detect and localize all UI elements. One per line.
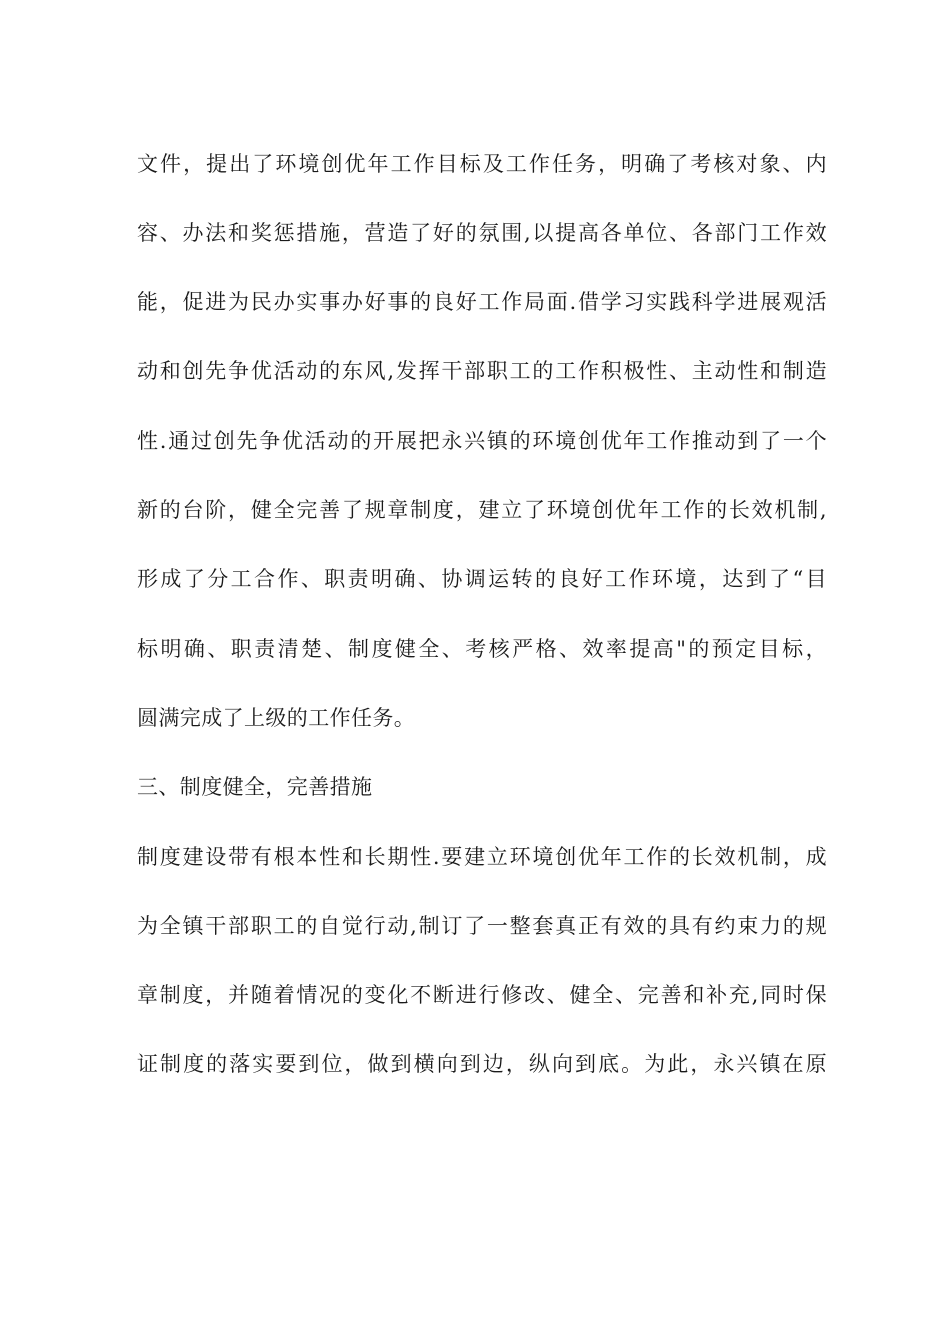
paragraph-line: 形成了分工合作、职责明确、协调运转的良好工作环境，达到了“目 bbox=[137, 567, 827, 591]
paragraph-line: 文件，提出了环境创优年工作目标及工作任务，明确了考核对象、内 bbox=[137, 152, 827, 176]
paragraph-line: 性.通过创先争优活动的开展把永兴镇的环境创优年工作推动到了一个 bbox=[137, 429, 827, 453]
paragraph-line: 章制度，并随着情况的变化不断进行修改、健全、完善和补充,同时保 bbox=[137, 983, 827, 1007]
paragraph-line: 证制度的落实要到位，做到横向到边，纵向到底。为此，永兴镇在原 bbox=[137, 1052, 827, 1076]
paragraph-line: 圆满完成了上级的工作任务。 bbox=[137, 706, 416, 730]
paragraph-line: 制度建设带有根本性和长期性.要建立环境创优年工作的长效机制，成 bbox=[137, 845, 827, 869]
paragraph-line: 标明确、职责清楚、制度健全、考核严格、效率提高"的预定目标， bbox=[137, 637, 827, 661]
paragraph-line: 能，促进为民办实事办好事的良好工作局面.借学习实践科学进展观活 bbox=[137, 290, 827, 314]
paragraph-line: 为全镇干部职工的自觉行动,制订了一整套真正有效的具有约束力的规 bbox=[137, 914, 827, 938]
paragraph-line: 新的台阶，健全完善了规章制度，建立了环境创优年工作的长效机制, bbox=[137, 498, 827, 522]
paragraph-line: 动和创先争优活动的东风,发挥干部职工的工作积极性、主动性和制造 bbox=[137, 359, 827, 383]
paragraph-line: 容、办法和奖惩措施，营造了好的氛围,以提高各单位、各部门工作效 bbox=[137, 221, 827, 245]
section-heading: 三、制度健全，完善措施 bbox=[137, 775, 373, 799]
